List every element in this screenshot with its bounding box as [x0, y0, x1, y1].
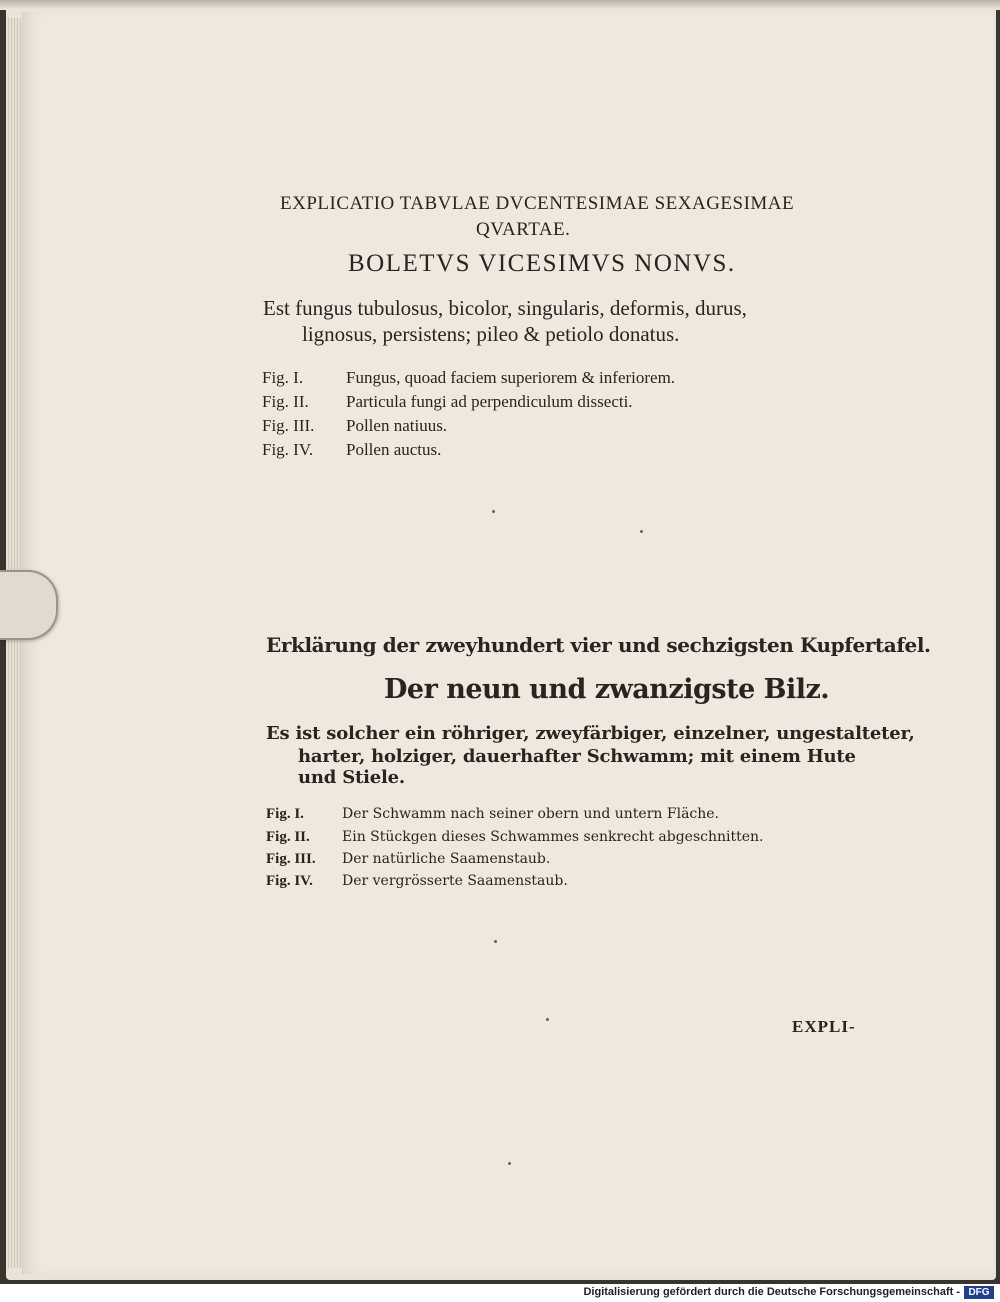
catchword: EXPLI-: [792, 1017, 856, 1036]
german-heading: Der neun und zwanzigste Bilz.: [384, 674, 830, 705]
book-clip: [0, 570, 58, 640]
dfg-logo: DFG: [964, 1286, 994, 1299]
figure-label: Fig. III.: [262, 416, 315, 435]
german-description-line3: und Stiele.: [298, 767, 405, 788]
figure-label: Fig. IV.: [262, 440, 314, 459]
german-title: Erklärung der zweyhundert vier und sechzigsten Kupfertafel.: [266, 633, 931, 657]
latin-description-line2: lignosus, persistens; pileo & petiolo donatus.: [302, 322, 680, 346]
figure-text: Der natürliche Saamenstaub.: [342, 851, 551, 867]
paper-speck: [640, 530, 643, 533]
figure-label: Fig. I.: [266, 806, 304, 822]
footer-credit: Digitalisierung gefördert durch die Deutsche Forschungsgemeinschaft -: [583, 1286, 960, 1298]
figure-label: Fig. II.: [266, 829, 310, 845]
paper-speck: [546, 1018, 549, 1021]
german-description-line2: harter, holziger, dauerhafter Schwamm; mit einem Hute: [298, 746, 856, 767]
footer-bar: [0, 1284, 1000, 1302]
figure-label: Fig. II.: [262, 392, 309, 411]
latin-heading: BOLETVS VICESIMVS NONVS.: [348, 250, 736, 277]
german-figure-item: [266, 873, 568, 890]
top-page-edge: [0, 0, 1000, 10]
paper-speck: [494, 940, 497, 943]
figure-label: Fig. IV.: [266, 873, 313, 889]
german-figure-item: [266, 829, 764, 846]
latin-figure-item: [262, 416, 447, 436]
figure-text: Pollen natiuus.: [346, 416, 448, 435]
figure-text: Der Schwamm nach seiner obern und untern Fläche.: [342, 806, 720, 822]
latin-title-line2: QVARTAE.: [476, 219, 571, 240]
paper-speck: [492, 510, 495, 513]
figure-text: Particula fungi ad perpendiculum dissecti.: [346, 392, 633, 411]
german-description-line1: Es ist solcher ein röhriger, zweyfärbiger, einzelner, ungestalteter,: [266, 723, 915, 744]
figure-label: Fig. III.: [266, 851, 316, 867]
german-figure-item: [266, 806, 719, 823]
figure-label: Fig. I.: [262, 368, 304, 387]
latin-description-line1: Est fungus tubulosus, bicolor, singularis, deformis, durus,: [263, 296, 747, 320]
latin-figure-item: [262, 392, 633, 412]
figure-text: Pollen auctus.: [346, 440, 442, 459]
latin-figure-item: [262, 440, 441, 460]
figure-text: Der vergrösserte Saamenstaub.: [342, 873, 568, 889]
paper-speck: [508, 1162, 511, 1165]
latin-figure-item: [262, 368, 675, 388]
figure-text: Fungus, quoad faciem superiorem & inferiorem.: [346, 368, 676, 387]
figure-text: Ein Stückgen dieses Schwammes senkrecht abgeschnitten.: [342, 829, 764, 845]
german-figure-item: [266, 851, 550, 868]
latin-title-line1: EXPLICATIO TABVLAE DVCENTESIMAE SEXAGESIMAE: [280, 193, 795, 214]
